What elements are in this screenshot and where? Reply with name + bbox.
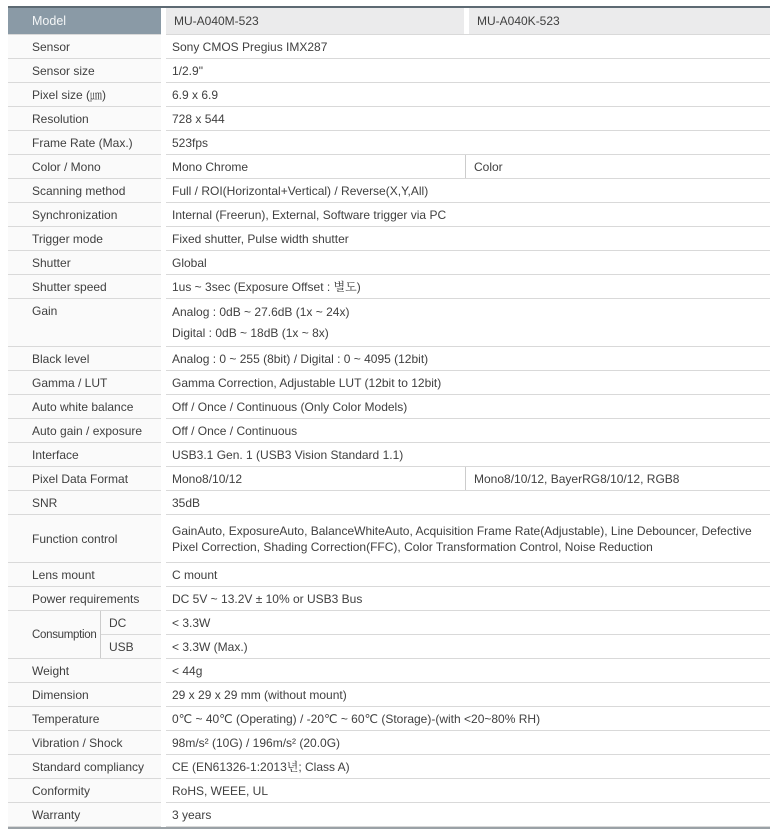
spec-label: Shutter speed xyxy=(8,275,161,299)
spec-row-frame-rate xyxy=(8,131,770,155)
spec-value: Global xyxy=(166,251,770,275)
spec-value-color-model: Color xyxy=(474,159,503,174)
spec-value: Full / ROI(Horizontal+Vertical) / Reverse(X,Y,All) xyxy=(166,179,770,203)
spec-row-auto-gain-exposure xyxy=(8,419,770,443)
spec-row-trigger-mode xyxy=(8,227,770,251)
spec-value: Gamma Correction, Adjustable LUT (12bit to 12bit) xyxy=(166,371,770,395)
spec-label: Interface xyxy=(8,443,161,467)
spec-row-shutter-speed xyxy=(8,275,770,299)
spec-label: SNR xyxy=(8,491,161,515)
spec-label: Shutter xyxy=(8,251,161,275)
spec-row-consumption xyxy=(8,611,770,659)
spec-row-temperature xyxy=(8,707,770,731)
spec-row-lens-mount xyxy=(8,563,770,587)
model-header-values xyxy=(166,8,770,35)
spec-row-warranty xyxy=(8,803,770,827)
spec-label: Sensor size xyxy=(8,59,161,83)
spec-row-conformity xyxy=(8,779,770,803)
spec-value: 3 years xyxy=(166,803,770,827)
spec-row-function-control xyxy=(8,515,770,563)
pixel-format-mono-model: Mono8/10/12 xyxy=(166,467,466,490)
spec-value: USB3.1 Gen. 1 (USB3 Vision Standard 1.1) xyxy=(166,443,770,467)
spec-label: Resolution xyxy=(8,107,161,131)
spec-row-shutter xyxy=(8,251,770,275)
gain-analog-line: Analog : 0dB ~ 27.6dB (1x ~ 24x) xyxy=(172,304,350,319)
spec-value: 728 x 544 xyxy=(166,107,770,131)
spec-label: Black level xyxy=(8,347,161,371)
spec-value: 0℃ ~ 40℃ (Operating) / -20℃ ~ 60℃ (Storage)-(with <20~80% RH) xyxy=(166,707,770,731)
spec-value: C mount xyxy=(166,563,770,587)
spec-label: Consumption xyxy=(32,628,97,641)
consumption-dc-label: DC xyxy=(101,611,161,635)
spec-value: GainAuto, ExposureAuto, BalanceWhiteAuto, Acquisition Frame Rate(Adjustable), Line Debouncer, Defective Pixel Correction, Shading Correction(FFC), Color Transformation Control, Noise Reduction xyxy=(166,515,770,563)
spec-row-scanning-method xyxy=(8,179,770,203)
spec-label: Gamma / LUT xyxy=(8,371,161,395)
gain-digital-line: Digital : 0dB ~ 18dB (1x ~ 8x) xyxy=(172,326,329,341)
spec-value: 523fps xyxy=(166,131,770,155)
spec-label: Auto white balance xyxy=(8,395,161,419)
spec-label: Pixel size (㎛) xyxy=(8,83,161,107)
spec-value: 1us ~ 3sec (Exposure Offset : 별도) xyxy=(166,275,770,299)
spec-row-pixel-size xyxy=(8,83,770,107)
spec-label: Dimension xyxy=(8,683,161,707)
spec-label: Standard compliancy xyxy=(8,755,161,779)
spec-label: Lens mount xyxy=(8,563,161,587)
spec-label: Scanning method xyxy=(8,179,161,203)
spec-row-interface xyxy=(8,443,770,467)
spec-row-black-level xyxy=(8,347,770,371)
model-name-left: MU-A040M-523 xyxy=(166,8,464,34)
spec-label: Auto gain / exposure xyxy=(8,419,161,443)
spec-label: Sensor xyxy=(8,35,161,59)
pixel-format-color-model: Mono8/10/12, BayerRG8/10/12, RGB8 xyxy=(474,471,680,486)
spec-value: Off / Once / Continuous (Only Color Models) xyxy=(166,395,770,419)
spec-label: Power requirements xyxy=(8,587,161,611)
spec-row-snr xyxy=(8,491,770,515)
spec-row-dimension xyxy=(8,683,770,707)
spec-row-gamma-lut xyxy=(8,371,770,395)
spec-label: Warranty xyxy=(8,803,161,827)
spec-row-standard-compliancy xyxy=(8,755,770,779)
spec-label: Synchronization xyxy=(8,203,161,227)
spec-row-auto-white-balance xyxy=(8,395,770,419)
spec-value-gain xyxy=(166,299,770,347)
spec-value: Off / Once / Continuous xyxy=(166,419,770,443)
spec-value: Sony CMOS Pregius IMX287 xyxy=(166,35,770,59)
spec-label: Frame Rate (Max.) xyxy=(8,131,161,155)
consumption-usb-value: < 3.3W (Max.) xyxy=(172,639,248,654)
spec-value: 6.9 x 6.9 xyxy=(166,83,770,107)
spec-value-split xyxy=(166,467,770,491)
camera-spec-table xyxy=(8,6,770,829)
spec-label: Conformity xyxy=(8,779,161,803)
spec-value: 35dB xyxy=(166,491,770,515)
spec-value-split xyxy=(166,155,770,179)
spec-value-mono-model: Mono Chrome xyxy=(166,155,466,178)
spec-value: Internal (Freerun), External, Software trigger via PC xyxy=(166,203,770,227)
consumption-values xyxy=(166,611,770,659)
spec-label: Color / Mono xyxy=(8,155,161,179)
consumption-dc-value: < 3.3W xyxy=(166,611,770,635)
spec-value: < 44g xyxy=(166,659,770,683)
spec-row-weight xyxy=(8,659,770,683)
model-header-label: Model xyxy=(8,8,161,35)
spec-label: Pixel Data Format xyxy=(8,467,161,491)
spec-row-model xyxy=(8,8,770,35)
spec-value: Analog : 0 ~ 255 (8bit) / Digital : 0 ~ 4095 (12bit) xyxy=(166,347,770,371)
spec-row-sensor-size xyxy=(8,59,770,83)
consumption-label-group xyxy=(8,611,161,659)
spec-label: Function control xyxy=(8,515,161,563)
spec-row-vibration-shock xyxy=(8,731,770,755)
spec-value: 29 x 29 x 29 mm (without mount) xyxy=(166,683,770,707)
spec-label: Temperature xyxy=(8,707,161,731)
spec-value: DC 5V ~ 13.2V ± 10% or USB3 Bus xyxy=(166,587,770,611)
spec-label: Trigger mode xyxy=(8,227,161,251)
spec-value: 98m/s² (10G) / 196m/s² (20.0G) xyxy=(166,731,770,755)
spec-row-synchronization xyxy=(8,203,770,227)
spec-value: CE (EN61326-1:2013년; Class A) xyxy=(166,755,770,779)
spec-value: RoHS, WEEE, UL xyxy=(166,779,770,803)
spec-row-color-mono xyxy=(8,155,770,179)
spec-row-pixel-data-format xyxy=(8,467,770,491)
consumption-sub-labels xyxy=(100,611,161,658)
spec-label: Vibration / Shock xyxy=(8,731,161,755)
consumption-usb-label: USB xyxy=(109,639,134,654)
spec-row-gain xyxy=(8,299,770,347)
model-name-right: MU-A040K-523 xyxy=(469,8,770,34)
spec-row-sensor xyxy=(8,35,770,59)
spec-label: Gain xyxy=(8,299,161,347)
spec-label: Weight xyxy=(8,659,161,683)
spec-value: Fixed shutter, Pulse width shutter xyxy=(166,227,770,251)
spec-value: 1/2.9" xyxy=(166,59,770,83)
spec-row-power-requirements xyxy=(8,587,770,611)
spec-row-resolution xyxy=(8,107,770,131)
